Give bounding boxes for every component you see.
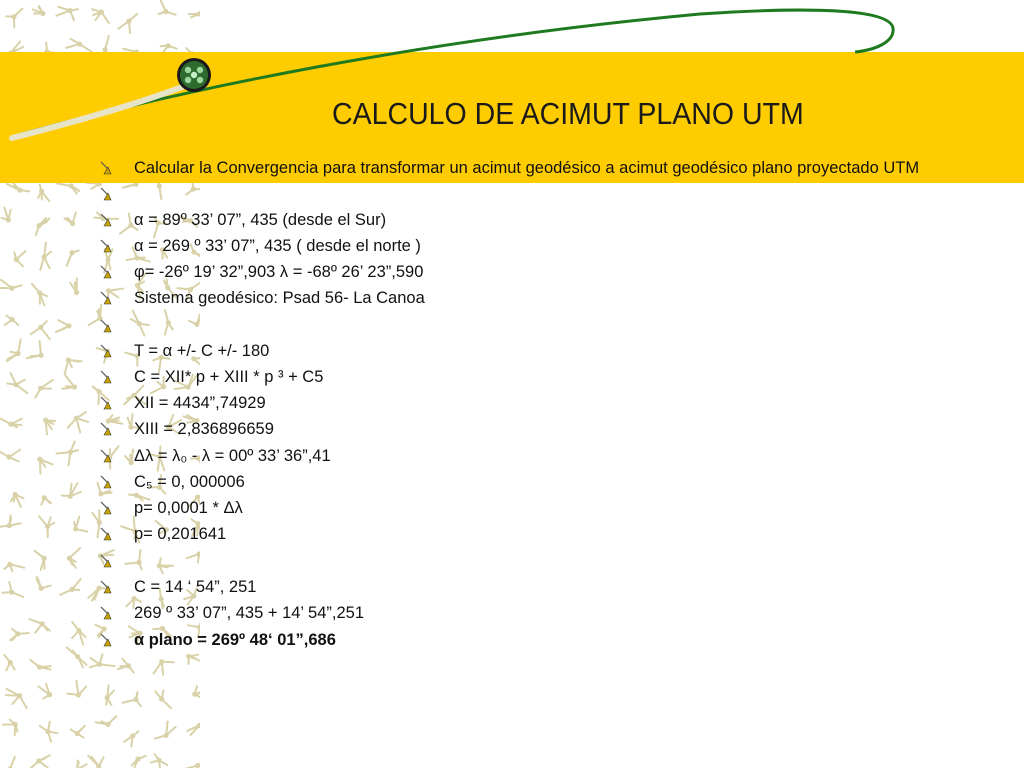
bullet-text: α = 89º 33’ 07”, 435 (desde el Sur) (134, 210, 387, 229)
bullet-arrow-icon (100, 580, 112, 594)
bullet-item (100, 234, 421, 258)
bullet-arrow-icon (100, 475, 112, 489)
bullet-arrow-icon (100, 187, 112, 201)
bullet-arrow-icon (100, 501, 112, 515)
bullet-text: Calcular la Convergencia para transformar un acimut geodésico a acimut geodésico plano proyectado UTM (134, 158, 920, 177)
bullet-arrow-icon (100, 527, 112, 541)
bullet-text: p= 0,0001 * Δλ (134, 498, 243, 517)
bullet-arrow-icon (100, 396, 112, 410)
bullet-item (100, 365, 323, 389)
bullet-item (100, 208, 386, 232)
bullet-text: C = XII* p + XIII * p ³ + C5 (134, 367, 324, 386)
bullet-item (100, 522, 226, 546)
bullet-arrow-icon (100, 265, 112, 279)
slide-title: CALCULO DE ACIMUT PLANO UTM (332, 96, 804, 131)
bullet-arrow-icon (100, 606, 112, 620)
bullet-item (100, 260, 423, 284)
bullet-arrow-icon (100, 633, 112, 647)
bullet-text: Δλ = λ₀ - λ = 00º 33’ 36”,41 (134, 446, 331, 465)
bullet-item (100, 444, 331, 468)
bullet-item (100, 628, 336, 652)
bullet-arrow-icon (100, 213, 112, 227)
bullet-arrow-icon (100, 370, 112, 384)
bullet-text: C = 14 ‘ 54”, 251 (134, 577, 257, 596)
orb-icon (177, 58, 211, 92)
bullet-item (100, 286, 425, 310)
bullet-item (100, 182, 134, 206)
bullet-text: XIII = 2,836896659 (134, 419, 274, 438)
bullet-arrow-icon (100, 422, 112, 436)
bullet-arrow-icon (100, 161, 112, 175)
bullet-text: 269 º 33’ 07”, 435 + 14’ 54”,251 (134, 603, 365, 622)
bullet-text: Sistema geodésico: Psad 56- La Canoa (134, 288, 425, 307)
bullet-item (100, 314, 134, 338)
bullet-arrow-icon (100, 344, 112, 358)
bullet-text: φ= -26º 19’ 32”,903 λ = -68º 26’ 23”,590 (134, 262, 424, 281)
bullet-text: XII = 4434”,74929 (134, 393, 266, 412)
bullet-item (100, 496, 243, 520)
bullet-item (100, 417, 274, 441)
bullet-text: α = 269 º 33’ 07”, 435 ( desde el norte ) (134, 236, 421, 255)
bullet-arrow-icon (100, 554, 112, 568)
bullet-item (100, 391, 266, 415)
bullet-text: C₅ = 0, 000006 (134, 472, 245, 491)
bullet-item (100, 601, 364, 625)
bullet-text: p= 0,201641 (134, 524, 227, 543)
bullet-item (100, 575, 256, 599)
bullet-arrow-icon (100, 449, 112, 463)
bullet-text: α plano = 269º 48‘ 01”,686 (134, 630, 336, 649)
bullet-arrow-icon (100, 239, 112, 253)
bullet-text: T = α +/- C +/- 180 (134, 341, 270, 360)
bullet-item (100, 549, 134, 573)
bullet-item (100, 470, 245, 494)
bullet-item (100, 156, 919, 180)
bullet-arrow-icon (100, 319, 112, 333)
bullet-arrow-icon (100, 291, 112, 305)
bullet-item (100, 339, 269, 363)
